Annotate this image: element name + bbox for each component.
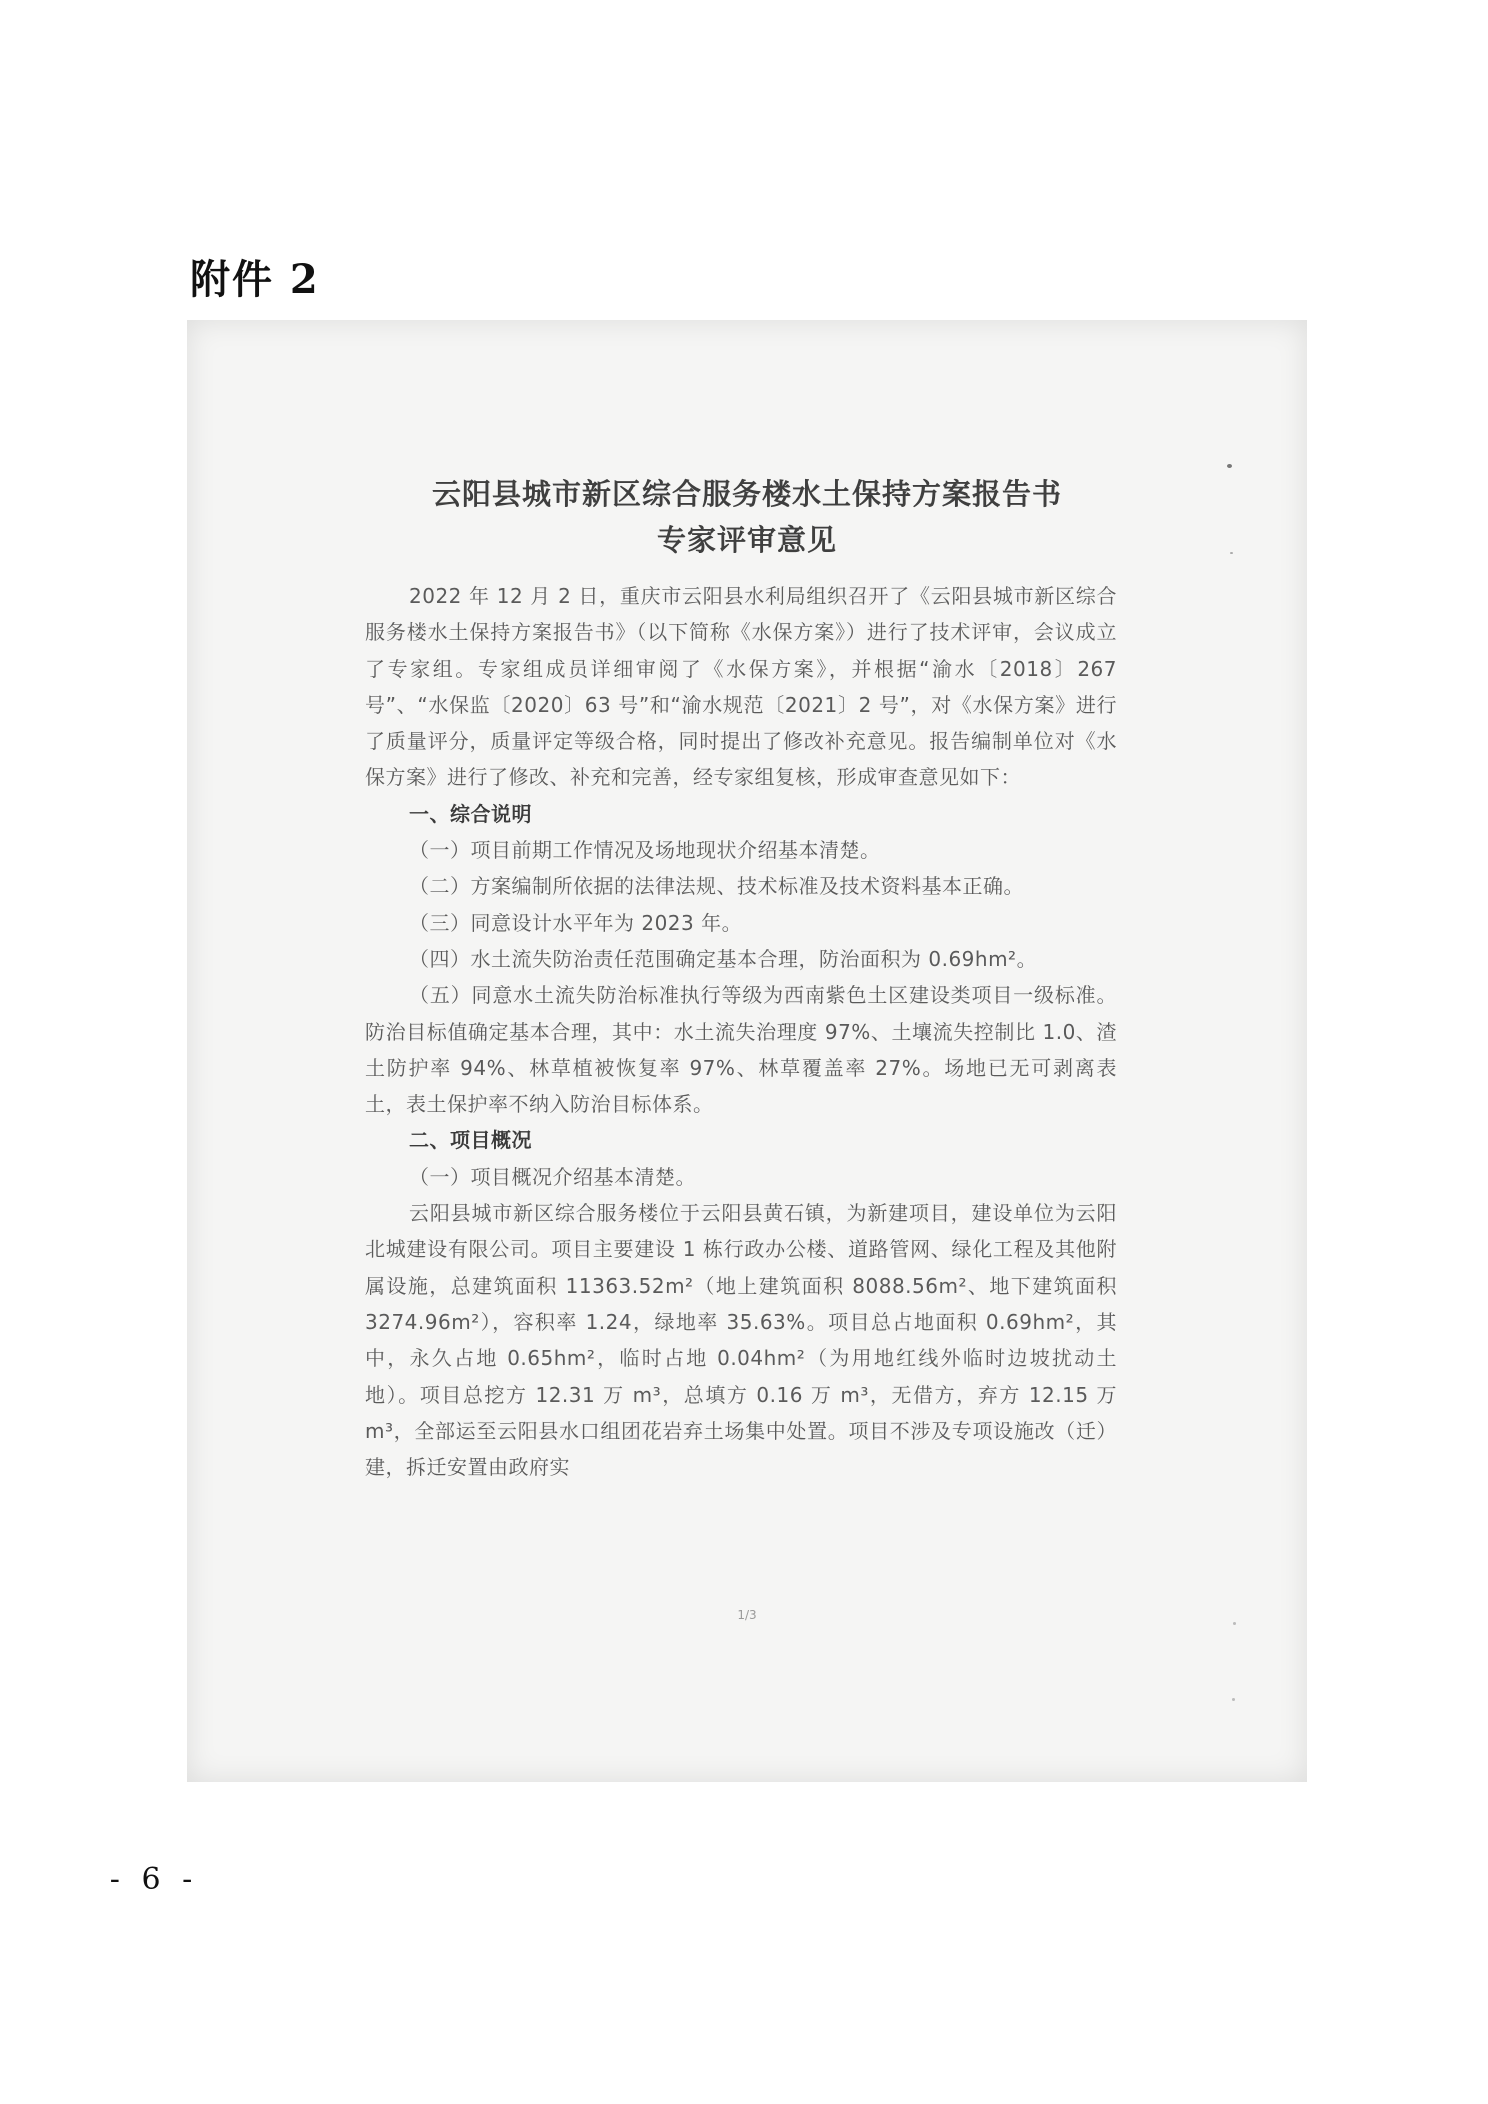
scan-speck <box>1227 464 1232 468</box>
list-item: （一）项目前期工作情况及场地现状介绍基本清楚。 <box>409 838 881 863</box>
list-item: （三）同意设计水平年为 2023 年。 <box>409 910 743 935</box>
project-paragraph: 云阳县城市新区综合服务楼位于云阳县黄石镇，为新建项目，建设单位为云阳北城建设有限公司。项目主要建设 1 栋行政办公楼、道路管网、绿化工程及其他附属设施，总建筑面积 11363.52m²（地上建筑面积 8088.56m²、地下建筑面积 3274.96m²），容积率 1.24，绿地率 35.63%。项目总占地面积 0.69hm²，其中，永久占地 0.65hm²，临时占地 0.04hm²（为用地红线外临时边坡扰动土地）。项目总挖方 12.31 万 m³，总填方 0.16 万 m³，无借方，弃方 12.15 万 m³，全部运至云阳县水口组团花岩弃土场集中处置。项目不涉及专项设施改（迁）建，拆迁安置由政府实 <box>365 1201 1117 1480</box>
document-subtitle: 专家评审意见 <box>656 523 837 557</box>
scanned-document <box>187 320 1307 1782</box>
scan-speck <box>1232 1698 1235 1701</box>
document-title: 云阳县城市新区综合服务楼水土保持方案报告书 <box>431 477 1062 511</box>
list-item: （一）项目概况介绍基本清楚。 <box>409 1164 696 1189</box>
scan-speck <box>1233 1622 1236 1625</box>
scan-page-fraction: 1/3 <box>737 1608 757 1622</box>
standards-paragraph: （五）同意水土流失防治标准执行等级为西南紫色土区建设类项目一级标准。防治目标值确定基本合理，其中：水土流失治理度 97%、土壤流失控制比 1.0、渣土防护率 94%、林草植被恢复率 97%、林草覆盖率 27%。场地已无可剥离表土，表土保护率不纳入防治目标体系。 <box>365 983 1117 1117</box>
attachment-label: 附件 2 <box>190 256 320 303</box>
scan-speck <box>1230 552 1233 554</box>
list-item: （二）方案编制所依据的法律法规、技术标准及技术资料基本正确。 <box>409 874 1024 899</box>
section-heading-overview: 一、综合说明 <box>409 801 532 826</box>
page-number: - 6 - <box>109 1862 199 1897</box>
section-heading-project: 二、项目概况 <box>409 1128 532 1153</box>
document-body <box>365 578 1117 1485</box>
list-item: （四）水土流失防治责任范围确定基本合理，防治面积为 0.69hm²。 <box>409 946 1038 971</box>
intro-paragraph: 2022 年 12 月 2 日，重庆市云阳县水利局组织召开了《云阳县城市新区综合服务楼水土保持方案报告书》（以下简称《水保方案》）进行了技术评审，会议成立了专家组。专家组成员详细审阅了《水保方案》，并根据“渝水〔2018〕267 号”、“水保监〔2020〕63 号”和“渝水规范〔2021〕2 号”，对《水保方案》进行了质量评分，质量评定等级合格，同时提出了修改补充意见。报告编制单位对《水保方案》进行了修改、补充和完善，经专家组复核，形成审查意见如下： <box>365 584 1117 790</box>
